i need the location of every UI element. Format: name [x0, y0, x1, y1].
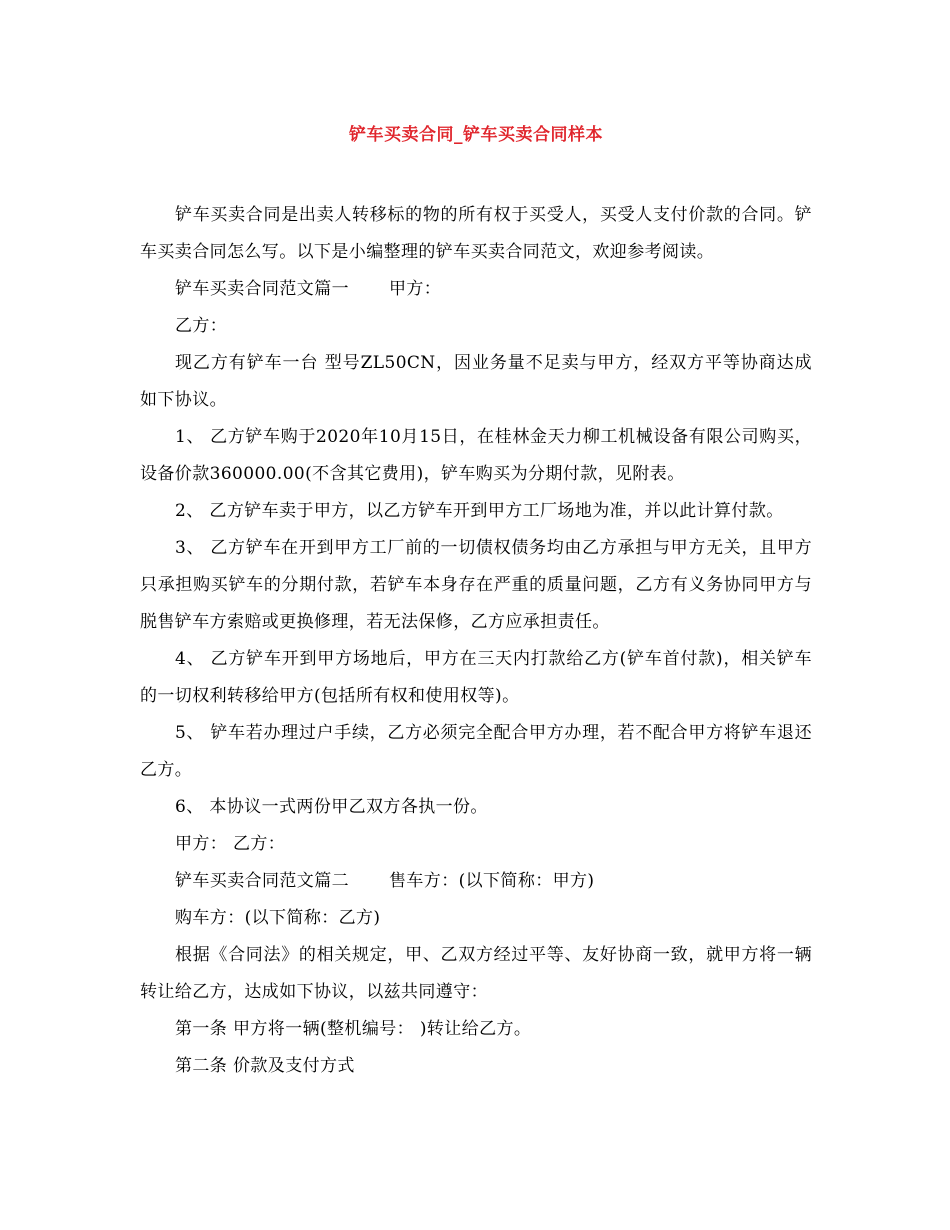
signature-line: 甲方： 乙方： [175, 834, 286, 854]
clause-3: 3、 乙方铲车在开到甲方工厂前的一切债权债务均由乙方承担与甲方无关，且甲方只承担购买铲车的分期付款，若铲车本身存在严重的质量问题，乙方有义务协同甲方与脱售铲车方索赔或更换修理，若无法保修，乙方应承担责任。 [140, 538, 812, 632]
agreement-intro: 现乙方有铲车一台 型号ZL50CN，因业务量不足卖与甲方，经双方平等协商达成如下协议。 [140, 353, 812, 410]
document-title: 铲车买卖合同_铲车买卖合同样本 [349, 125, 603, 145]
clause-2: 2、 乙方铲车卖于甲方，以乙方铲车开到甲方工厂场地为准，并以此计算付款。 [175, 501, 784, 521]
section-two-header [140, 863, 812, 900]
section-one-header [140, 271, 812, 308]
party-b-label: 乙方： [175, 316, 228, 336]
contract-law-paragraph: 根据《合同法》的相关规定，甲、乙双方经过平等、友好协商一致，就甲方将一辆 转让给乙方，达成如下协议，以兹共同遵守： [140, 945, 812, 1002]
buyer-label: 购车方：(以下简称：乙方) [175, 908, 381, 928]
seller-label: 售车方：(以下简称：甲方) [389, 871, 595, 891]
party-a-label: 甲方： [389, 279, 442, 299]
clause-6: 6、 本协议一式两份甲乙双方各执一份。 [175, 797, 488, 817]
article-1: 第一条 甲方将一辆(整机编号： )转让给乙方。 [175, 1019, 532, 1039]
article-2: 第二条 价款及支付方式 [175, 1056, 355, 1076]
intro-paragraph: 铲车买卖合同是出卖人转移标的物的所有权于买受人，买受人支付价款的合同。铲车买卖合同怎么写。以下是小编整理的铲车买卖合同范文，欢迎参考阅读。 [140, 205, 812, 262]
clause-4: 4、 乙方铲车开到甲方场地后，甲方在三天内打款给乙方(铲车首付款)，相关铲车的一切权利转移给甲方(包括所有权和使用权等)。 [140, 649, 812, 706]
section-one-title: 铲车买卖合同范文篇一 [175, 279, 349, 299]
clause-1: 1、 乙方铲车购于2020年10月15日，在桂林金天力柳工机械设备有限公司购买，设备价款360000.00(不含其它费用)，铲车购买为分期付款，见附表。 [140, 427, 812, 484]
section-two-title: 铲车买卖合同范文篇二 [175, 871, 349, 891]
clause-5: 5、 铲车若办理过户手续，乙方必须完全配合甲方办理，若不配合甲方将铲车退还乙方。 [140, 723, 812, 780]
